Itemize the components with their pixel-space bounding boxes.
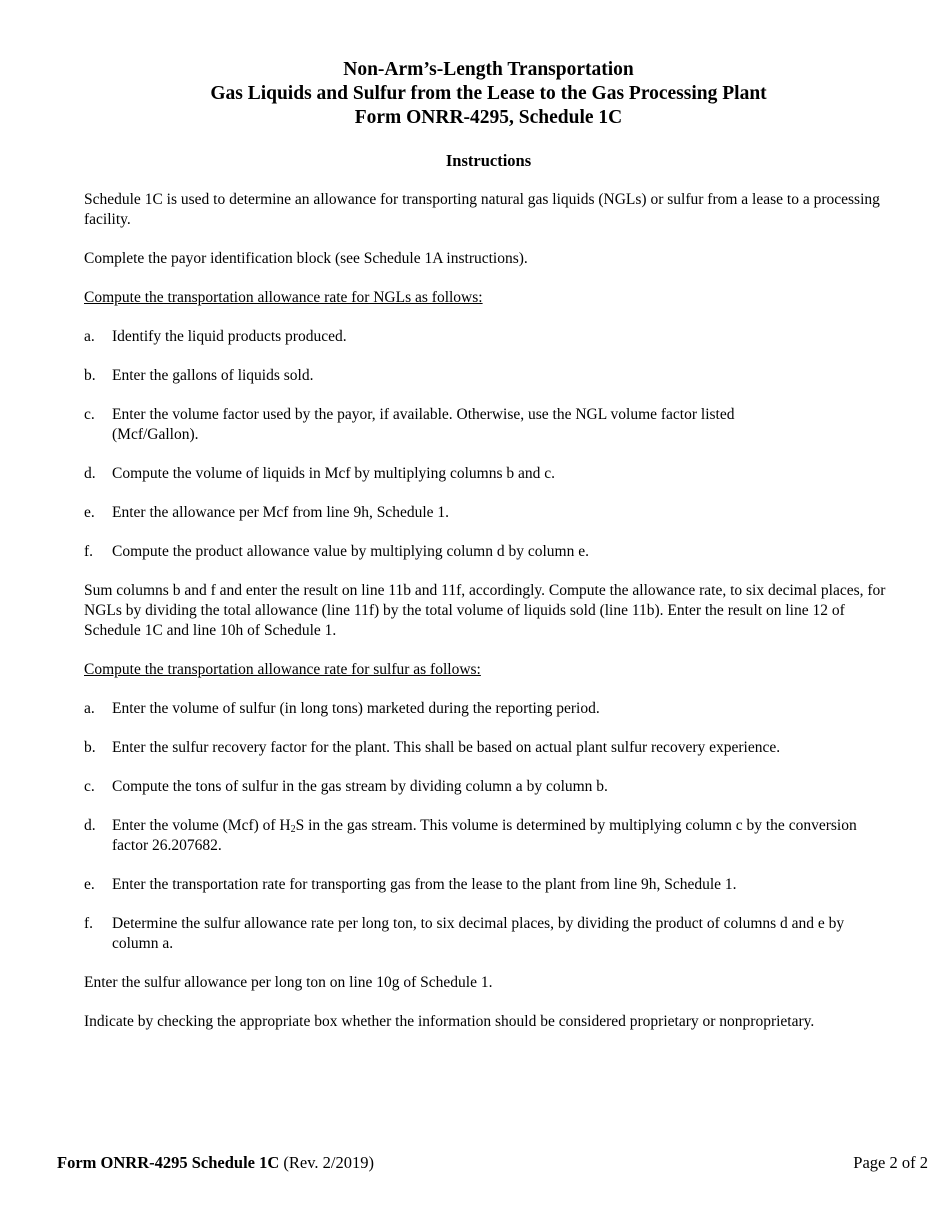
list-text: Enter the sulfur recovery factor for the plant. This shall be based on actual plant sulfur recovery experience.	[112, 739, 781, 756]
list-letter: b.	[84, 739, 96, 756]
list-text: Compute the volume of liquids in Mcf by multiplying columns b and c.	[112, 465, 555, 482]
subscript-2: 2	[290, 824, 296, 835]
list-letter: e.	[84, 504, 95, 521]
ngl-heading: Compute the transportation allowance rate for NGLs as follows:	[84, 289, 483, 306]
list-letter: d.	[84, 465, 96, 482]
list-letter: a.	[84, 328, 95, 345]
list-text: Enter the volume of sulfur (in long tons) marketed during the reporting period.	[112, 700, 600, 717]
sulfur-closing-paragraph: Enter the sulfur allowance per long ton on line 10g of Schedule 1.	[84, 974, 493, 991]
instructions-body	[84, 190, 894, 1051]
list-text: Identify the liquid products produced.	[112, 328, 347, 345]
page-footer	[57, 1152, 928, 1174]
sulfur-heading: Compute the transportation allowance rate for sulfur as follows:	[84, 661, 481, 678]
title-block	[0, 58, 950, 130]
text-before-subscript: Enter the volume (Mcf) of H	[112, 817, 291, 834]
footer-revision: (Rev. 2/2019)	[279, 1153, 374, 1172]
ngl-summary-paragraph: Sum columns b and f and enter the result on line 11b and 11f, accordingly. Compute the allowance rate, to six decimal places, for NGLs by dividing the total allowance (line 11f) by the total volume of liquids sold (line 11b). Enter the result on line 12 of Schedule 1C and line 10h of Schedule 1.	[84, 582, 886, 639]
text-after-subscript: S in the gas stream. This volume is determined by multiplying column c by the conversion factor 26.207682.	[112, 817, 857, 854]
ngl-item-e	[84, 503, 894, 523]
list-text: Enter the transportation rate for transporting gas from the lease to the plant from line 9h, Schedule 1.	[112, 876, 737, 893]
list-letter: e.	[84, 876, 95, 893]
ngl-item-d	[84, 464, 894, 484]
list-letter: f.	[84, 915, 94, 932]
list-text: Enter the volume factor used by the payor, if available. Otherwise, use the NGL volume factor listed (Mcf/Gallon).	[112, 406, 735, 443]
title-line-1: Non-Arm’s-Length Transportation	[343, 59, 634, 80]
list-text: Enter the gallons of liquids sold.	[112, 367, 314, 384]
sulfur-item-d	[84, 816, 894, 856]
list-text	[112, 816, 894, 856]
sulfur-item-a	[84, 699, 894, 719]
title-line-3: Form ONRR-4295, Schedule 1C	[354, 107, 623, 128]
footer-page-number: Page 2 of 2	[853, 1153, 928, 1172]
proprietary-paragraph: Indicate by checking the appropriate box whether the information should be considered proprietary or nonproprietary.	[84, 1013, 815, 1030]
ngl-item-a	[84, 327, 894, 347]
ngl-item-f	[84, 542, 894, 562]
instructions-heading: Instructions	[445, 151, 532, 170]
title-line-2: Gas Liquids and Sulfur from the Lease to the Gas Processing Plant	[210, 83, 767, 104]
intro-paragraph: Schedule 1C is used to determine an allowance for transporting natural gas liquids (NGLs) or sulfur from a lease to a processing facility.	[84, 191, 880, 228]
list-letter: b.	[84, 367, 96, 384]
list-text: Compute the tons of sulfur in the gas stream by dividing column a by column b.	[112, 778, 608, 795]
list-letter: f.	[84, 543, 94, 560]
sulfur-item-e	[84, 875, 894, 895]
sulfur-item-f	[84, 914, 894, 954]
list-text: Enter the allowance per Mcf from line 9h, Schedule 1.	[112, 504, 450, 521]
ngl-item-c	[84, 405, 894, 445]
sulfur-item-c	[84, 777, 894, 797]
payor-paragraph: Complete the payor identification block (see Schedule 1A instructions).	[84, 250, 528, 267]
sulfur-item-b	[84, 738, 894, 758]
list-letter: c.	[84, 406, 95, 423]
list-letter: a.	[84, 700, 95, 717]
list-text: Compute the product allowance value by multiplying column d by column e.	[112, 543, 589, 560]
ngl-item-b	[84, 366, 894, 386]
footer-form-name: Form ONRR-4295 Schedule 1C	[57, 1153, 280, 1172]
list-letter: d.	[84, 817, 96, 834]
list-letter: c.	[84, 778, 95, 795]
list-text: Determine the sulfur allowance rate per long ton, to six decimal places, by dividing the product of columns d and e by column a.	[112, 915, 845, 952]
footer-form-label	[57, 1152, 374, 1174]
